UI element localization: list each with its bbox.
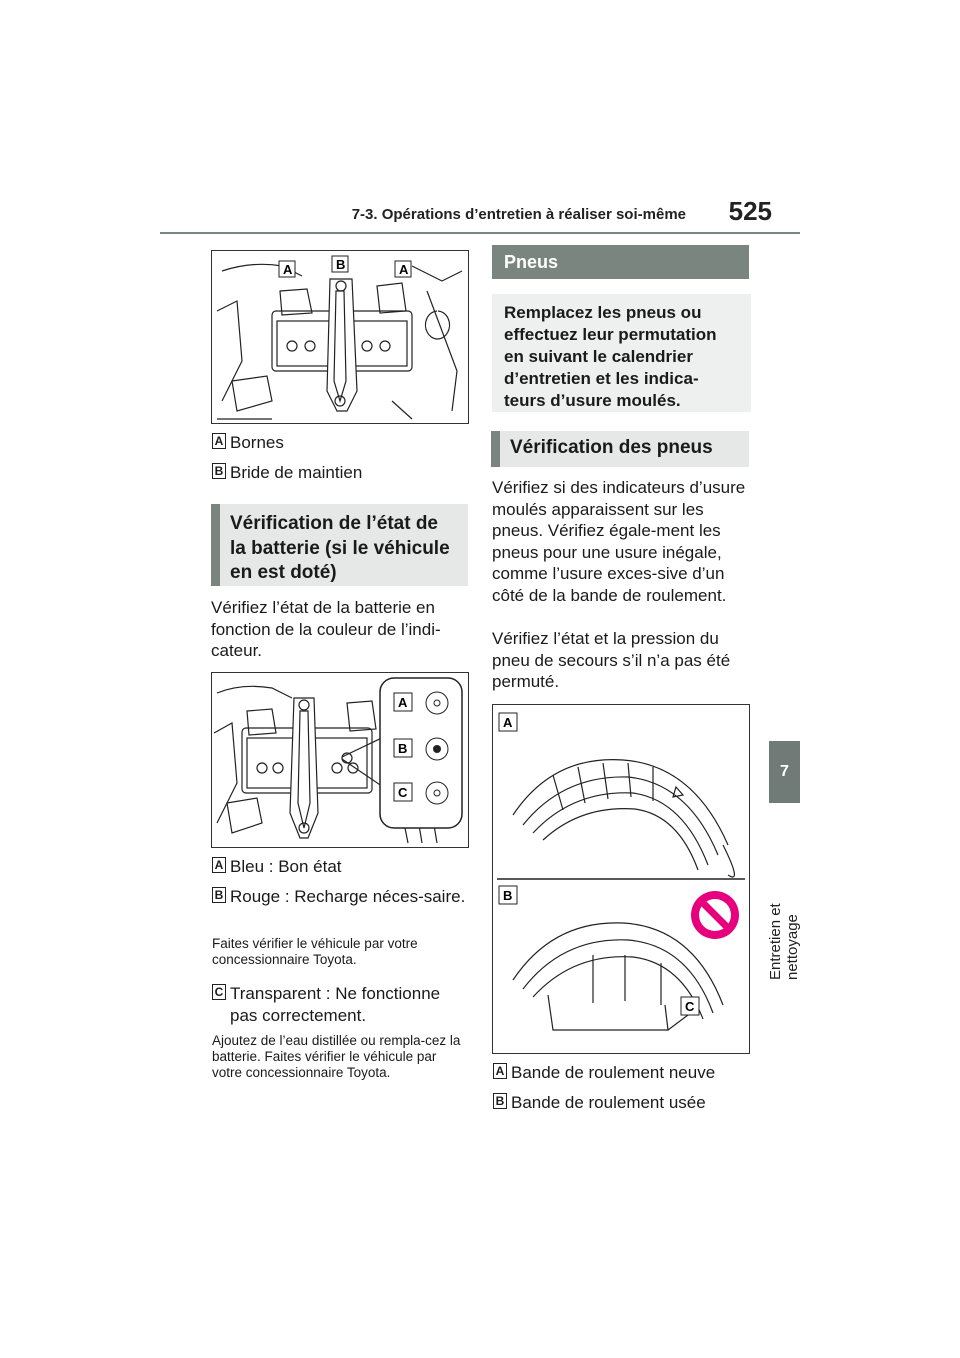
- tire-check-heading: Vérification des pneus: [491, 431, 749, 467]
- legend-text: Bride de maintien: [230, 463, 363, 482]
- callout-badge: A: [212, 857, 226, 873]
- indicator-text: Transparent : Ne fonctionne pas correctement.: [230, 984, 441, 1026]
- legend-text: Bornes: [230, 433, 284, 452]
- fig1-label-a2: A: [399, 262, 409, 277]
- tire-check-para2: Vérifiez l’état et la pression du pneu de secours s’il n’a pas été permuté.: [492, 629, 731, 692]
- fig2-label-b: B: [398, 741, 408, 756]
- battery-illustration: [212, 251, 468, 423]
- fig3-label-c: C: [685, 999, 695, 1014]
- tires-section-heading: Pneus: [492, 245, 749, 279]
- indicator-item-red: [212, 886, 467, 908]
- indicator-text: Rouge : Recharge néces-saire.: [230, 887, 466, 906]
- battery-indicator-illustration: [212, 673, 468, 847]
- battery-figure-2: [211, 672, 469, 848]
- fig2-label-a: A: [398, 695, 408, 710]
- callout-badge: A: [493, 1063, 507, 1079]
- header-rule: [160, 232, 800, 234]
- fig3-label-a: A: [503, 715, 513, 730]
- battery-intro: Vérifiez l’état de la batterie en fonction de la couleur de l’indi-cateur.: [211, 598, 441, 661]
- battery-heading: Vérification de l’état de la batterie (si le véhicule en est doté): [211, 504, 468, 586]
- tires-info-box: Remplacez les pneus ou effectuez leur permutation en suivant le calendrier d’entretien et les indica-teurs d’usure moulés.: [492, 294, 751, 412]
- callout-badge: B: [493, 1093, 507, 1109]
- fig3-label-b: B: [503, 888, 513, 903]
- indicator-item-blue: [212, 856, 467, 878]
- chapter-label: Entretien et nettoyage: [767, 903, 801, 980]
- chapter-tab: 7: [769, 741, 800, 803]
- tire-tread-illustration: [493, 705, 749, 1053]
- legend-item: [493, 1092, 751, 1114]
- indicator-text: Bleu : Bon état: [230, 857, 342, 876]
- battery-figure-1: [211, 250, 469, 424]
- tire-figure: [492, 704, 750, 1054]
- page-number: 525: [728, 196, 772, 226]
- note-clear: Ajoutez de l’eau distillée ou rempla-cez la batterie. Faites vérifier le véhicule par votre concessionnaire Toyota.: [212, 1033, 461, 1081]
- fig1-label-b: B: [336, 257, 346, 272]
- fig2-label-c: C: [398, 785, 408, 800]
- callout-badge: B: [212, 887, 226, 903]
- callout-badge: C: [212, 984, 226, 1000]
- legend-item: [212, 432, 467, 454]
- prohibited-icon: [691, 891, 739, 939]
- callout-badge: B: [212, 463, 226, 479]
- fig1-label-a1: A: [283, 262, 293, 277]
- note-red: Faites vérifier le véhicule par votre concessionnaire Toyota.: [212, 936, 418, 968]
- indicator-item-clear: [212, 983, 467, 1028]
- legend-item: [212, 462, 467, 484]
- section-title: 7-3. Opérations d’entretien à réaliser soi-même: [351, 206, 686, 223]
- callout-badge: A: [212, 433, 226, 449]
- legend-text: Bande de roulement usée: [511, 1093, 706, 1112]
- legend-text: Bande de roulement neuve: [511, 1063, 716, 1082]
- tire-check-para1: Vérifiez si des indicateurs d’usure moulés apparaissent sur les pneus. Vérifiez égale-ment les pneus pour une usure inégale, comme l’usure exces-sive d’un côté de la bande de roulement.: [492, 478, 746, 605]
- legend-item: [493, 1062, 751, 1084]
